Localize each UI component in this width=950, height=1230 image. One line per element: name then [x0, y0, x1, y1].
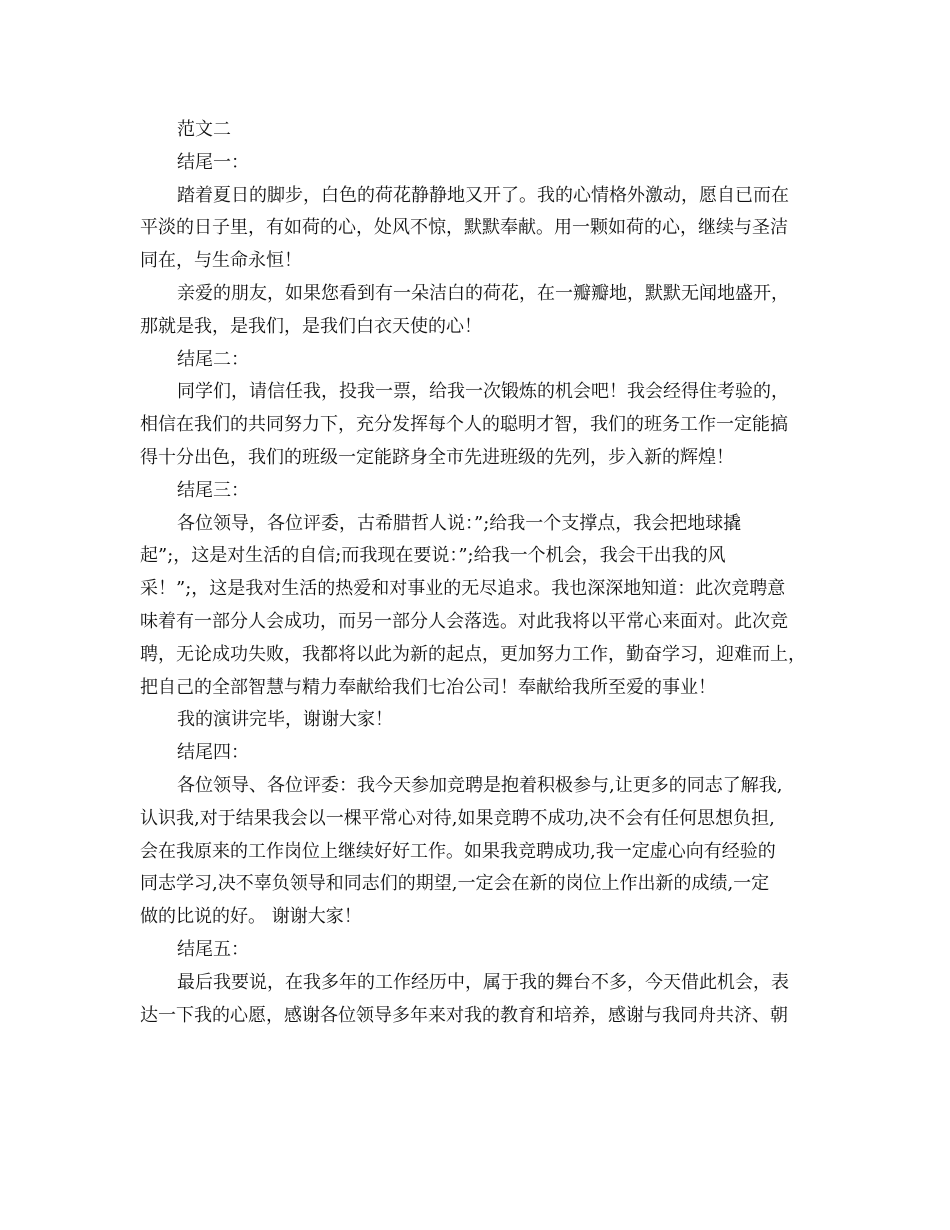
text-line: 采！”;，这是我对生活的热爱和对事业的无尽追求。我也深深地知道：此次竞聘意 [140, 578, 786, 600]
text-line: 亲爱的朋友，如果您看到有一朵洁白的荷花，在一瓣瓣地，默默无闻地盛开， [177, 282, 789, 304]
text-line: 同在，与生命永恒！ [140, 250, 302, 272]
text-line: 会在我原来的工作岗位上继续好好工作。如果我竞聘成功,我一定虚心向有经验的 [140, 840, 776, 862]
document-body [140, 114, 815, 1032]
text-line: 结尾一： [177, 151, 249, 173]
text-line: 结尾四： [177, 742, 249, 764]
text-line: 结尾三： [177, 479, 249, 501]
text-line: 各位领导、各位评委：我今天参加竞聘是抱着积极参与,让更多的同志了解我, [177, 774, 783, 796]
text-line: 聘，无论成功失败，我都将以此为新的起点，更加努力工作，勤奋学习，迎难而上， [140, 643, 806, 665]
text-line: 那就是我，是我们，是我们白衣天使的心！ [140, 315, 482, 337]
text-line: 相信在我们的共同努力下，充分发挥每个人的聪明才智，我们的班务工作一定能搞 [140, 414, 788, 436]
text-line: 结尾五： [177, 938, 249, 960]
text-line: 起”;，这是对生活的自信;而我现在要说：”;给我一个机会，我会干出我的风 [140, 545, 726, 567]
text-line: 同学们，请信任我，投我一票，给我一次锻炼的机会吧！我会经得住考验的， [177, 381, 789, 403]
text-line: 踏着夏日的脚步，白色的荷花静静地又开了。我的心情格外激动，愿自已而在 [177, 184, 789, 206]
text-line: 味着有一部分人会成功，而另一部分人会落选。对此我将以平常心来面对。此次竞 [140, 610, 788, 632]
text-line: 认识我,对于结果我会以一棵平常心对待,如果竞聘不成功,决不会有任何思想负担, [140, 807, 775, 829]
text-line: 做的比说的好。 谢谢大家！ [140, 906, 362, 928]
text-line: 得十分出色，我们的班级一定能跻身全市先进班级的先列，步入新的辉煌！ [140, 446, 734, 468]
text-line: 结尾二： [177, 348, 249, 370]
text-line: 把自己的全部智慧与精力奉献给我们七冶公司！奉献给我所至爱的事业！ [140, 676, 716, 698]
text-line: 各位领导，各位评委，古希腊哲人说：”;给我一个支撑点，我会把地球撬 [177, 512, 742, 534]
text-line: 达一下我的心愿，感谢各位领导多年来对我的教育和培养，感谢与我同舟共济、朝 [140, 1004, 788, 1026]
text-line: 同志学习,决不辜负领导和同志们的期望,一定会在新的岗位上作出新的成绩,一定 [140, 873, 770, 895]
text-line: 范文二 [177, 119, 231, 140]
text-line: 最后我要说，在我多年的工作经历中，属于我的舞台不多，今天借此机会，表 [177, 971, 789, 993]
text-line: 平淡的日子里，有如荷的心，处风不惊，默默奉献。用一颗如荷的心，继续与圣洁 [140, 217, 788, 239]
text-line: 我的演讲完毕，谢谢大家！ [177, 709, 393, 731]
